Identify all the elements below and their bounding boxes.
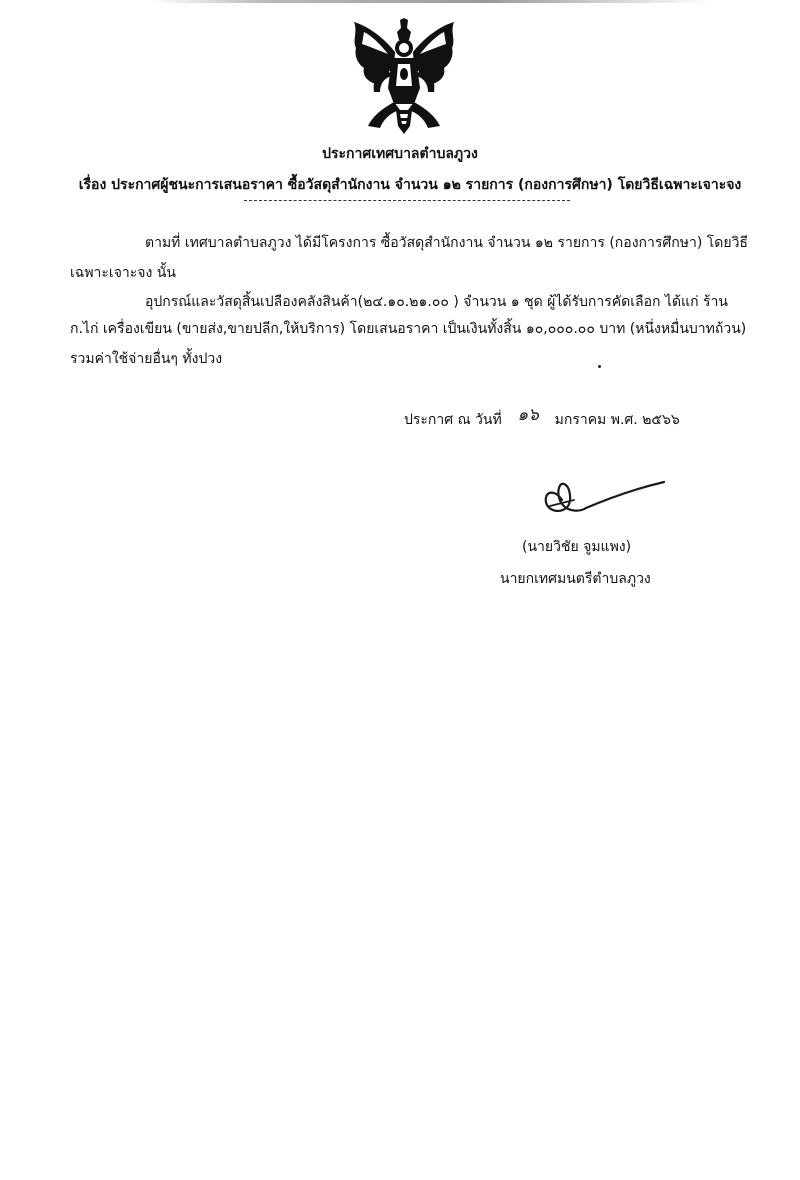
signatory-name: (นายวิชัย จูมแพง) <box>522 539 632 555</box>
date-day: ๑๖ <box>517 405 539 425</box>
body-line: รวมค่าใช้จ่ายอื่นๆ ทั้งปวง <box>70 351 223 367</box>
scan-edge <box>150 0 710 3</box>
body-line: เฉพาะเจาะจง นั้น <box>70 265 176 281</box>
body-line: อุปกรณ์และวัสดุสิ้นเปลืองคลังสินค้า(๒๔.๑๐.๒๑.๐๐ ) จำนวน ๑ ชุด ผู้ได้รับการคัดเลือก ได้แก่ ร้าน <box>145 294 728 310</box>
signatory-position: นายกเทศมนตรีตำบลภูวง <box>500 571 651 587</box>
document-header: ประกาศเทศบาลตำบลภูวง <box>322 146 478 162</box>
divider <box>244 200 570 201</box>
date-month-year: มกราคม พ.ศ. ๒๕๖๖ <box>554 412 680 428</box>
body-line: ตามที่ เทศบาลตำบลภูวง ได้มีโครงการ ซื้อวัสดุสำนักงาน จำนวน ๑๒ รายการ (กองการศึกษา) โดยวิธี <box>145 235 748 251</box>
announcement-date <box>404 405 680 432</box>
garuda-emblem-icon <box>348 18 460 136</box>
date-prefix: ประกาศ ณ วันที่ <box>404 412 502 428</box>
body-line: ก.ไก่ เครื่องเขียน (ขายส่ง,ขายปลีก,ให้บริการ) โดยเสนอราคา เป็นเงินทั้งสิ้น ๑๐,๐๐๐.๐๐ บาท (หนึ่งหมื่นบาทถ้วน) <box>70 321 747 337</box>
handwritten-signature <box>540 478 670 522</box>
document-subject: เรื่อง ประกาศผู้ชนะการเสนอราคา ซื้อวัสดุสำนักงาน จำนวน ๑๒ รายการ (กองการศึกษา) โดยวิธีเฉพาะเจาะจง <box>78 177 742 193</box>
ink-speck <box>598 365 601 368</box>
